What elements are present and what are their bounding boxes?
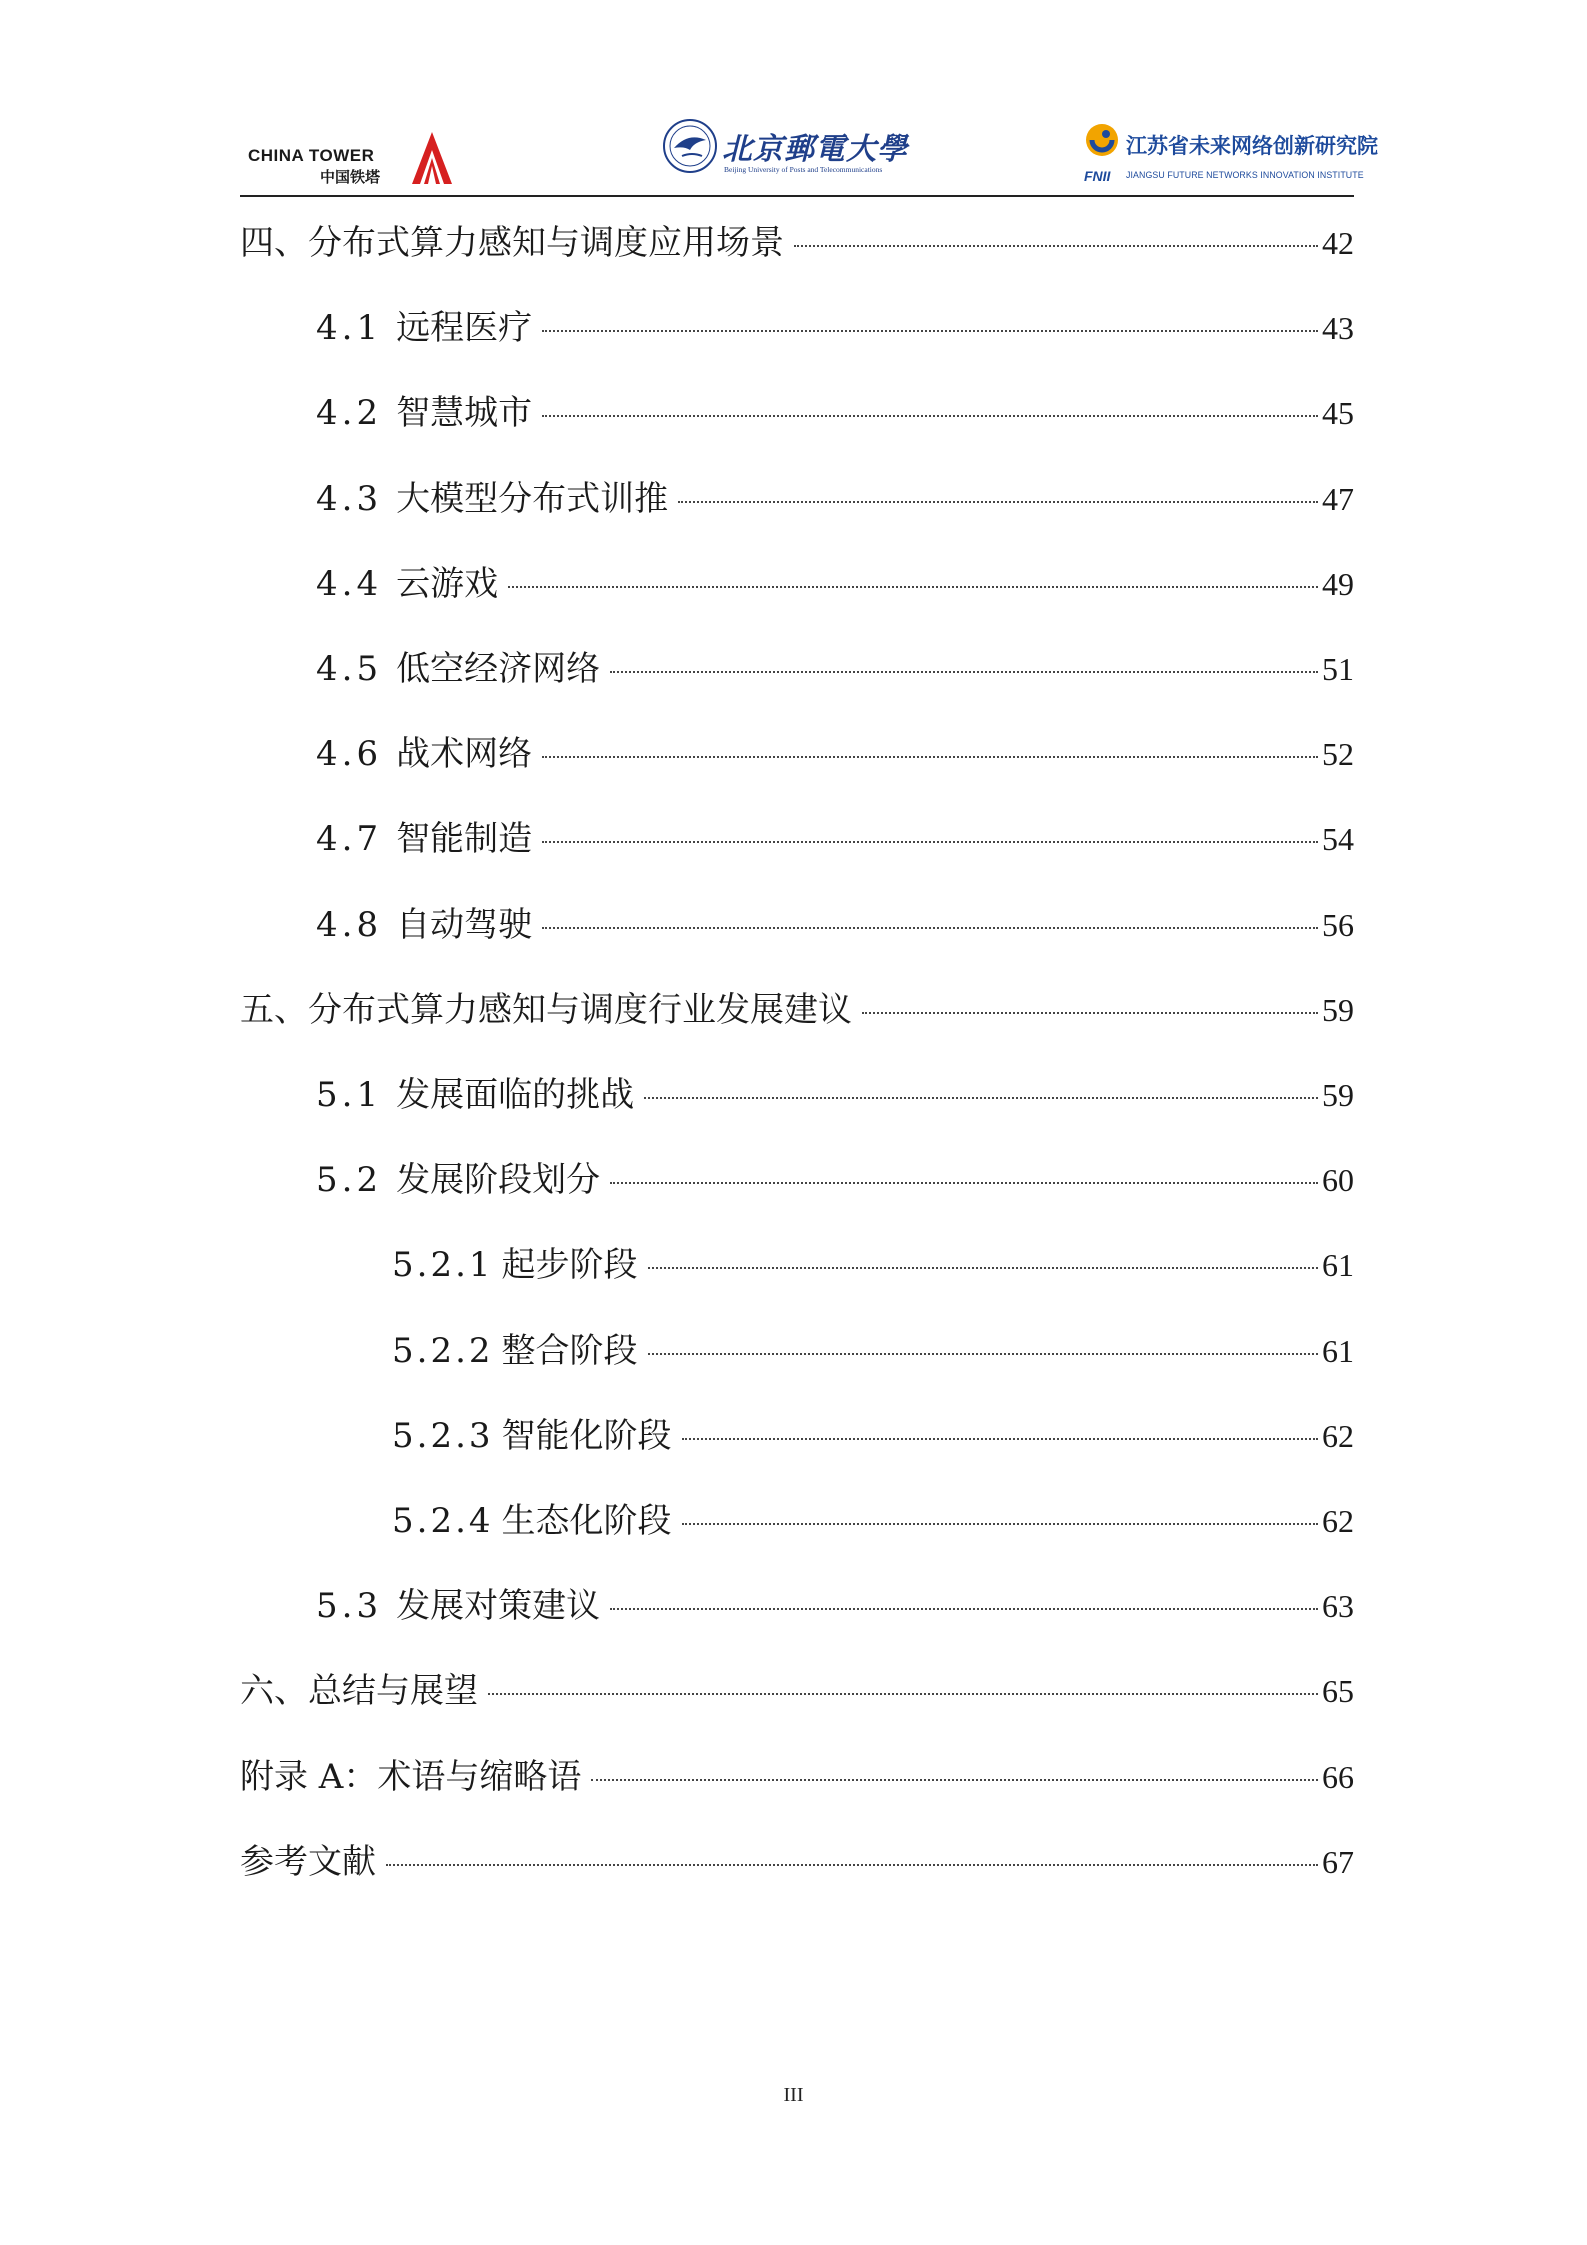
toc-entry-number: 4.2 <box>316 393 383 434</box>
toc-dot-leader <box>542 756 1318 758</box>
toc-entry[interactable] <box>316 729 1354 779</box>
toc-entry-label: 五、分布式算力感知与调度行业发展建议 <box>240 989 852 1030</box>
toc-entry[interactable] <box>240 985 1354 1035</box>
toc-dot-leader <box>682 1438 1318 1440</box>
toc-entry-page: 60 <box>1322 1162 1354 1199</box>
toc-entry-title <box>316 900 538 950</box>
toc-dot-leader <box>488 1693 1318 1695</box>
toc-dot-leader <box>542 841 1318 843</box>
fnii-logo-abbr: FNII <box>1084 168 1111 184</box>
toc-entry-label: 战术网络 <box>396 734 533 775</box>
toc-entry-page: 67 <box>1322 1843 1354 1880</box>
toc-entry[interactable] <box>392 1411 1354 1461</box>
toc-entry-label: 自动驾驶 <box>396 904 533 945</box>
china-tower-logo-en: CHINA TOWER <box>248 146 375 165</box>
page-header <box>240 108 1378 194</box>
toc-entry-title <box>392 1326 644 1376</box>
toc-entry-title <box>392 1411 678 1461</box>
toc-entry-page: 52 <box>1322 736 1354 773</box>
bupt-logo <box>662 110 908 190</box>
toc-entry-page: 47 <box>1322 480 1354 517</box>
toc-entry-page: 59 <box>1322 1077 1354 1113</box>
toc-entry[interactable] <box>316 303 1354 353</box>
toc-dot-leader <box>862 1012 1318 1014</box>
toc-dot-leader <box>610 1182 1318 1184</box>
toc-entry-label: 附录 A：术语与缩略语 <box>240 1756 582 1797</box>
toc-dot-leader <box>508 586 1318 588</box>
toc-entry[interactable] <box>316 1070 1354 1120</box>
toc-entry-page: 61 <box>1322 1332 1354 1369</box>
page-number: III <box>783 2084 804 2106</box>
toc-entry-page: 49 <box>1322 565 1354 602</box>
toc-entry[interactable] <box>316 1155 1354 1205</box>
toc-entry-number: 4.7 <box>316 819 383 860</box>
bupt-emblem-icon <box>662 118 718 174</box>
toc-entry-label: 生态化阶段 <box>501 1501 672 1541</box>
toc-entry-number: 4.3 <box>316 478 383 519</box>
toc-dot-leader <box>682 1523 1318 1525</box>
bupt-logo-cn: 北京郵電大學 <box>722 132 908 167</box>
china-tower-mark-icon <box>412 132 452 184</box>
toc-entry-page: 42 <box>1322 225 1354 261</box>
toc-entry[interactable] <box>392 1240 1354 1290</box>
toc-entry-number: 5.2.2 <box>392 1330 494 1371</box>
toc-entry-label: 参考文献 <box>240 1841 376 1882</box>
toc-entry-title <box>240 1666 484 1716</box>
toc-entry-page: 61 <box>1322 1247 1354 1284</box>
toc-entry-number: 5.2.1 <box>392 1245 494 1286</box>
toc-entry-number: 5.3 <box>316 1586 383 1627</box>
toc-entry-title <box>316 303 538 353</box>
toc-entry-page: 65 <box>1322 1673 1354 1710</box>
toc-entry[interactable] <box>316 900 1354 950</box>
fnii-mark-icon <box>1084 122 1120 162</box>
toc-dot-leader <box>386 1864 1318 1866</box>
toc-entry-title <box>316 388 538 438</box>
toc-entry-page: 62 <box>1322 1503 1354 1539</box>
toc-entry-number: 4.8 <box>316 904 383 945</box>
toc-dot-leader <box>591 1779 1318 1781</box>
toc-entry-label: 四、分布式算力感知与调度应用场景 <box>240 223 784 263</box>
toc-entry[interactable] <box>316 559 1354 609</box>
toc-entry-number: 4.5 <box>316 649 383 689</box>
toc-dot-leader <box>648 1267 1318 1269</box>
toc-entry[interactable] <box>240 1837 1354 1887</box>
toc-entry-label: 云游戏 <box>396 563 499 604</box>
toc-entry[interactable] <box>316 388 1354 438</box>
toc-entry[interactable] <box>316 474 1354 524</box>
toc-entry-page: 54 <box>1322 821 1354 858</box>
toc-entry[interactable] <box>392 1496 1354 1546</box>
toc-entry-title <box>316 559 504 609</box>
toc-dot-leader <box>542 330 1318 332</box>
fnii-logo-en: JIANGSU FUTURE NETWORKS INNOVATION INSTITUTE <box>1126 170 1364 180</box>
toc-entry[interactable] <box>240 218 1354 268</box>
china-tower-logo <box>248 120 448 190</box>
toc-entry-label: 发展对策建议 <box>396 1586 601 1627</box>
header-divider <box>240 195 1354 197</box>
toc-entry-label: 智慧城市 <box>396 393 533 434</box>
toc-entry[interactable] <box>316 644 1354 694</box>
toc-entry-title <box>392 1496 678 1546</box>
toc-dot-leader <box>610 671 1318 673</box>
bupt-logo-en: Beijing University of Posts and Telecommunications <box>724 165 883 174</box>
toc-entry-label: 发展面临的挑战 <box>396 1075 635 1115</box>
toc-entry-page: 56 <box>1322 906 1354 943</box>
toc-entry-page: 59 <box>1322 991 1354 1028</box>
toc-entry[interactable] <box>316 814 1354 864</box>
toc-dot-leader <box>542 927 1318 929</box>
toc-dot-leader <box>648 1353 1318 1355</box>
toc-entry-number: 4.6 <box>316 734 383 775</box>
toc-entry-page: 63 <box>1322 1588 1354 1625</box>
toc-entry-label: 发展阶段划分 <box>396 1160 601 1201</box>
toc-entry-label: 大模型分布式训推 <box>396 478 669 519</box>
china-tower-logo-cn: 中国铁塔 <box>320 168 381 186</box>
toc-entry-title <box>392 1240 644 1290</box>
toc-entry-title <box>316 1070 640 1120</box>
toc-entry-label: 远程医疗 <box>396 308 533 349</box>
toc-entry-title <box>316 1155 606 1205</box>
toc-entry-number: 5.2.3 <box>392 1415 494 1456</box>
fnii-logo <box>1084 118 1378 194</box>
toc-entry-page: 66 <box>1322 1758 1354 1795</box>
toc-entry[interactable] <box>240 1666 1354 1716</box>
toc-dot-leader <box>678 501 1318 503</box>
toc-dot-leader <box>794 245 1318 247</box>
toc-entry[interactable] <box>240 1752 1354 1802</box>
toc-dot-leader <box>610 1608 1318 1610</box>
toc-entry-title <box>240 1752 587 1802</box>
fnii-logo-cn: 江苏省未来网络创新研究院 <box>1126 134 1378 158</box>
toc-entry-page: 45 <box>1322 395 1354 432</box>
toc-entry[interactable] <box>392 1326 1354 1376</box>
toc-entry-number: 5.1 <box>316 1075 383 1115</box>
toc-entry-label: 起步阶段 <box>501 1245 638 1286</box>
toc-entry-title <box>316 644 606 694</box>
toc-entry-label: 智能化阶段 <box>501 1415 672 1456</box>
toc-entry-number: 4.1 <box>316 308 383 349</box>
toc-entry[interactable] <box>316 1581 1354 1631</box>
toc-entry-label: 六、总结与展望 <box>240 1671 478 1712</box>
toc-dot-leader <box>644 1097 1318 1099</box>
toc-entry-page: 62 <box>1322 1417 1354 1454</box>
toc-entry-number: 5.2.4 <box>392 1501 494 1541</box>
toc-entry-title <box>240 985 858 1035</box>
toc-entry-number: 4.4 <box>316 563 383 604</box>
toc-entry-page: 51 <box>1322 651 1354 687</box>
toc-entry-title <box>316 1581 606 1631</box>
toc-entry-page: 43 <box>1322 310 1354 347</box>
toc-entry-label: 低空经济网络 <box>396 649 601 689</box>
toc-entry-title <box>316 814 538 864</box>
toc-entry-title <box>316 729 538 779</box>
toc-entry-number: 5.2 <box>316 1160 383 1201</box>
toc-entry-label: 智能制造 <box>396 819 533 860</box>
toc-dot-leader <box>542 415 1318 417</box>
toc-entry-title <box>316 474 674 524</box>
toc-entry-label: 整合阶段 <box>501 1330 638 1371</box>
toc-entry-title <box>240 218 790 268</box>
toc-entry-title <box>240 1837 382 1887</box>
